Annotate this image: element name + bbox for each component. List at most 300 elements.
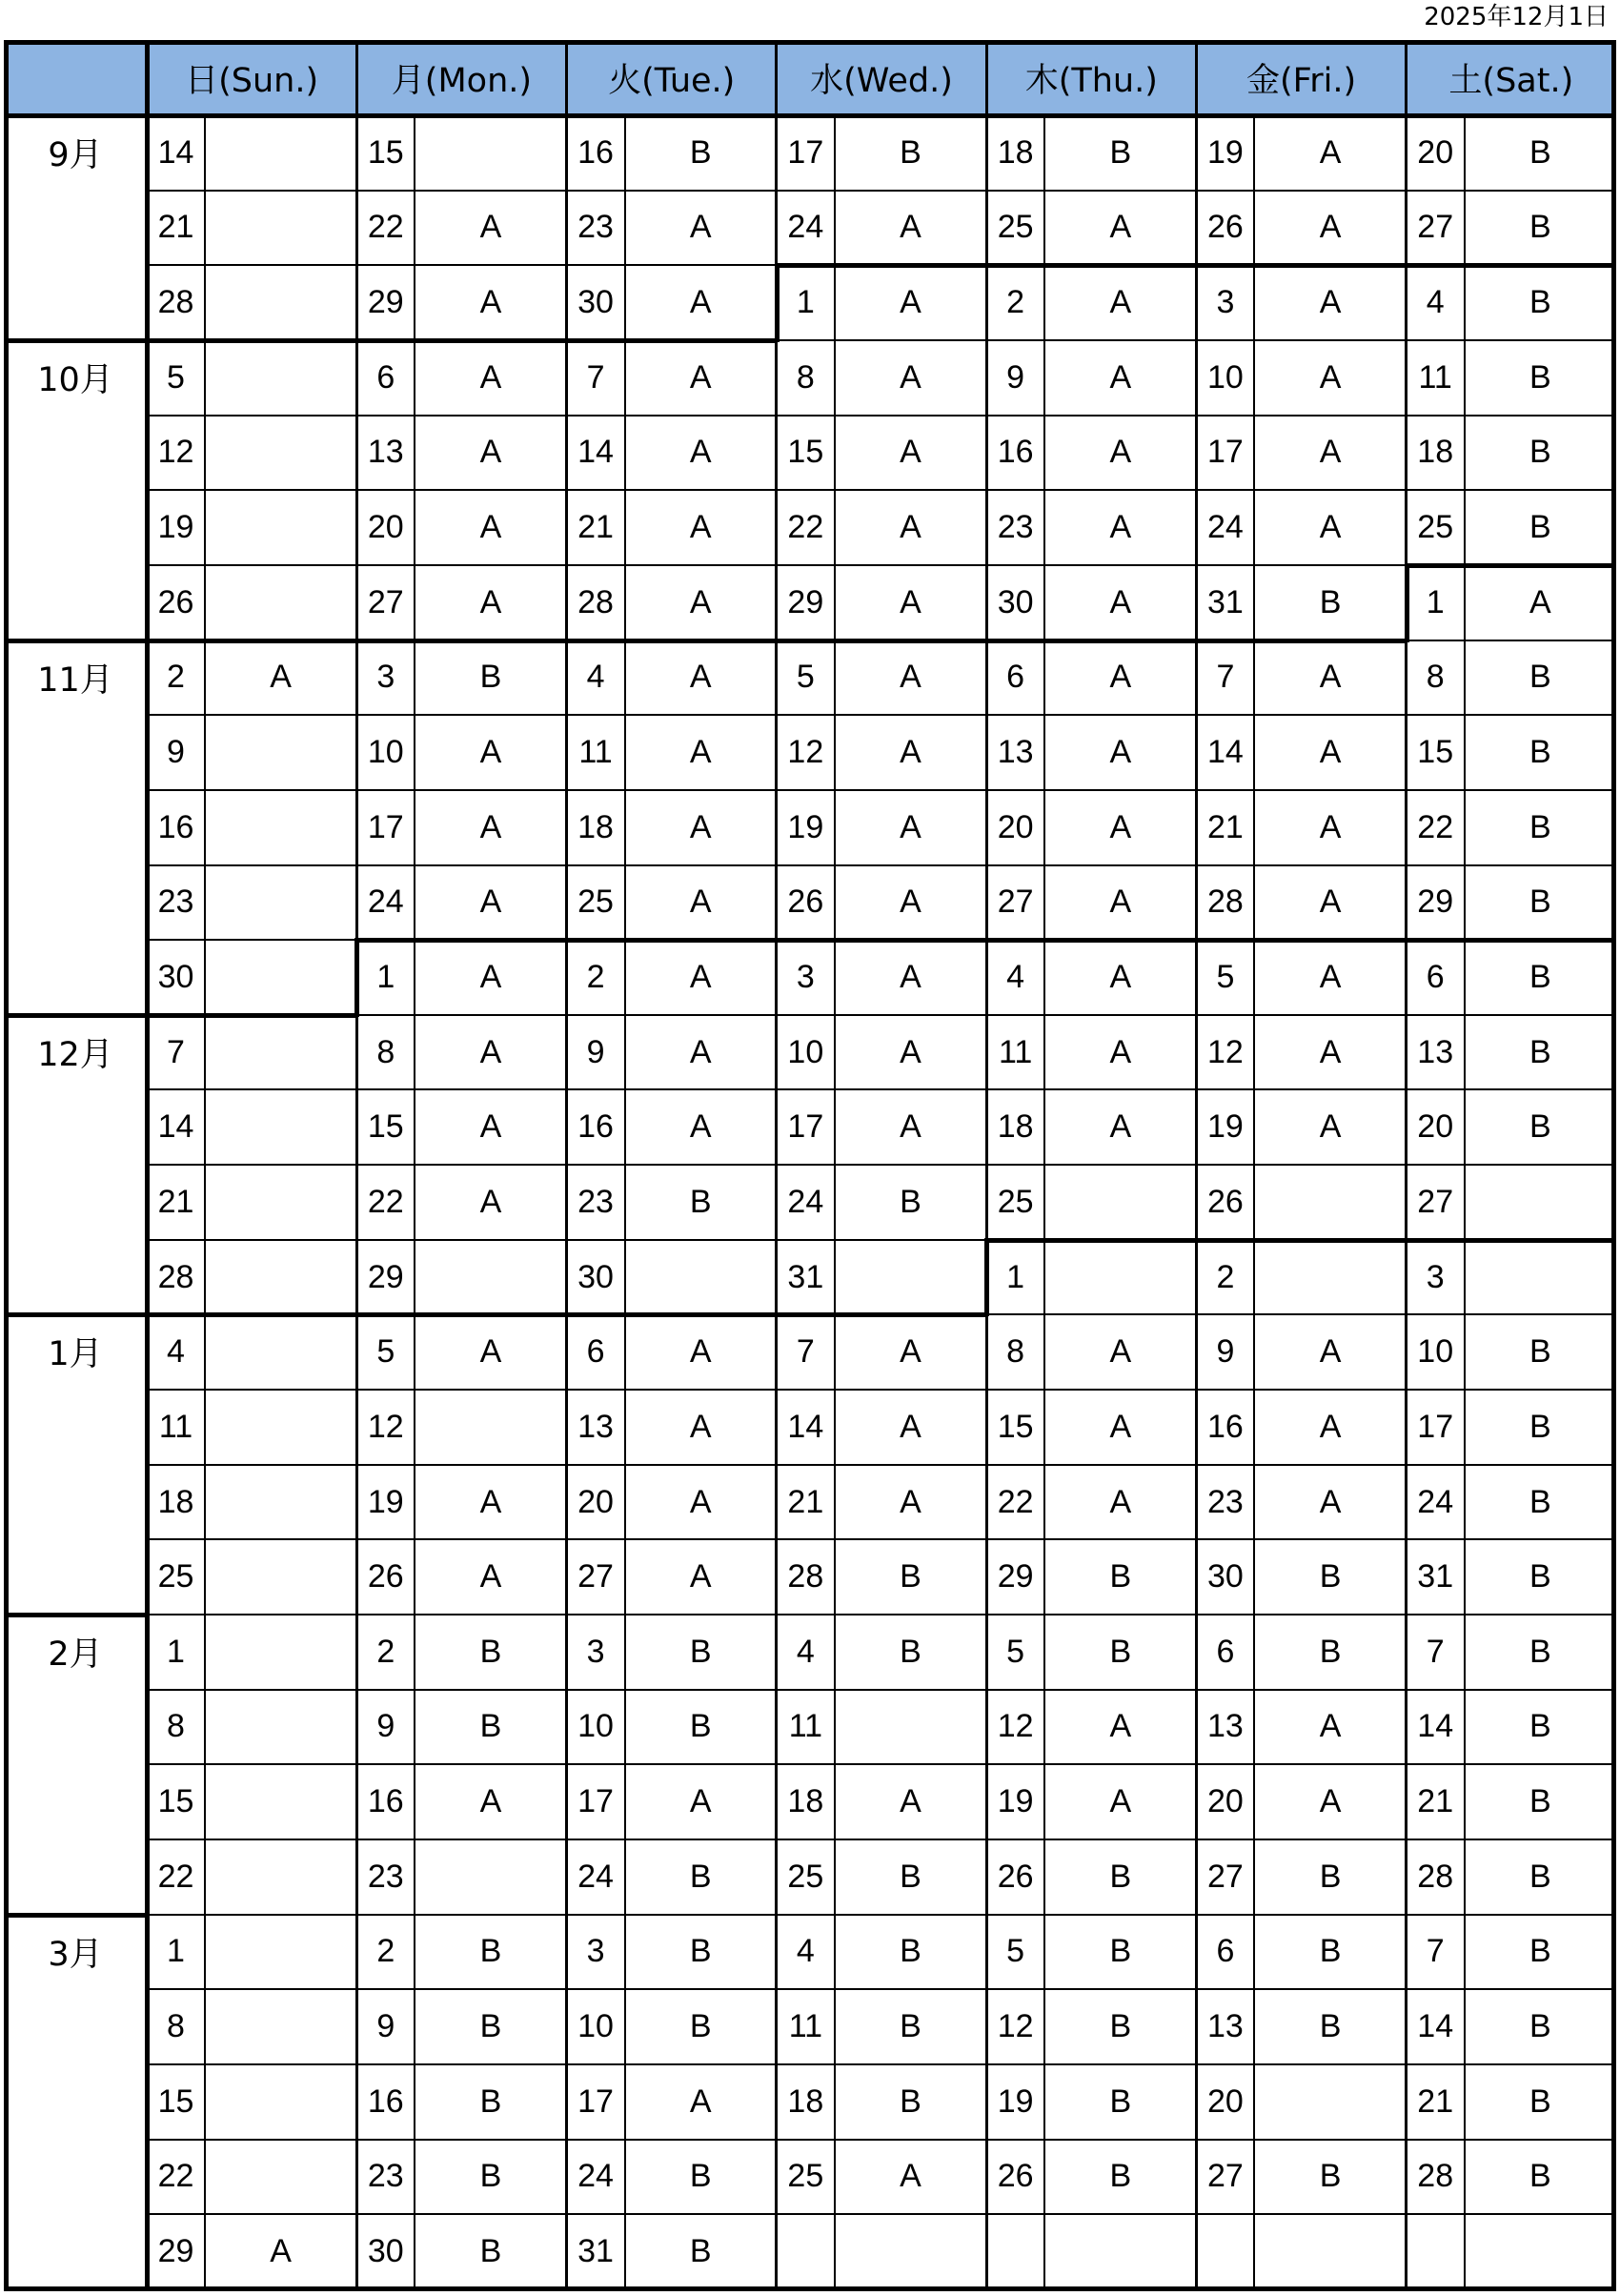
day-column-divider bbox=[1405, 40, 1407, 2289]
day-number: 26 bbox=[787, 884, 824, 921]
schedule-mark: A bbox=[689, 1783, 712, 1820]
schedule-mark bbox=[415, 1240, 566, 1315]
day-number: 20 bbox=[367, 509, 404, 546]
day-number: 4 bbox=[167, 1333, 185, 1371]
schedule-mark: A bbox=[689, 284, 712, 321]
schedule-mark: B bbox=[1319, 1858, 1342, 1895]
schedule-mark bbox=[205, 1615, 356, 1690]
month-boundary bbox=[147, 1312, 986, 1317]
day-number: 9 bbox=[376, 1708, 395, 1745]
day-number: 3 bbox=[586, 1933, 605, 1970]
schedule-mark bbox=[1254, 1240, 1406, 1315]
schedule-mark: A bbox=[1109, 1708, 1132, 1745]
day-number: 3 bbox=[1216, 284, 1235, 321]
day-number: 7 bbox=[1426, 1633, 1445, 1670]
day-number: 20 bbox=[1207, 1783, 1244, 1820]
day-number bbox=[1196, 2214, 1254, 2289]
schedule-mark: A bbox=[689, 209, 712, 246]
schedule-mark: B bbox=[689, 2008, 712, 2045]
schedule-mark: A bbox=[1319, 1708, 1342, 1745]
schedule-mark bbox=[1465, 2214, 1616, 2289]
day-number: 8 bbox=[167, 2008, 185, 2045]
day-number: 5 bbox=[1006, 1633, 1025, 1670]
day-number: 9 bbox=[1216, 1333, 1235, 1371]
schedule-mark: B bbox=[900, 2008, 921, 2045]
schedule-mark: A bbox=[689, 358, 712, 396]
schedule-mark: B bbox=[1319, 1558, 1342, 1595]
row-divider bbox=[147, 1164, 1616, 1166]
day-number: 7 bbox=[796, 1333, 815, 1371]
day-number: 6 bbox=[586, 1333, 605, 1371]
weekday-header: 土(Sat.) bbox=[1448, 61, 1574, 100]
day-number: 17 bbox=[577, 1783, 614, 1820]
schedule-mark: A bbox=[270, 659, 292, 696]
day-number: 27 bbox=[1207, 2158, 1244, 2195]
day-number: 28 bbox=[787, 1558, 824, 1595]
day-number: 10 bbox=[1207, 358, 1244, 396]
day-number: 15 bbox=[787, 434, 824, 471]
schedule-mark: B bbox=[1529, 2083, 1551, 2120]
schedule-mark: A bbox=[1109, 1108, 1132, 1146]
day-number: 5 bbox=[167, 358, 185, 396]
day-number: 18 bbox=[577, 808, 614, 845]
day-number: 4 bbox=[796, 1633, 815, 1670]
outer-border bbox=[4, 40, 9, 2289]
schedule-mark: B bbox=[689, 1708, 712, 1745]
schedule-mark: B bbox=[689, 1633, 712, 1670]
day-number: 29 bbox=[787, 583, 824, 620]
day-number: 30 bbox=[577, 1258, 614, 1295]
row-divider bbox=[147, 415, 1616, 417]
schedule-mark: A bbox=[1109, 434, 1132, 471]
schedule-mark: B bbox=[1529, 734, 1551, 770]
schedule-mark: A bbox=[689, 1408, 712, 1445]
day-number: 24 bbox=[577, 2158, 614, 2195]
day-number bbox=[986, 2214, 1044, 2289]
schedule-mark: A bbox=[479, 358, 502, 396]
schedule-mark: A bbox=[900, 1033, 921, 1070]
month-label: 9月 bbox=[48, 136, 103, 174]
schedule-mark: B bbox=[1319, 2008, 1342, 2045]
sub-column-divider bbox=[1253, 115, 1255, 2289]
month-label: 12月 bbox=[37, 1035, 113, 1074]
schedule-mark: A bbox=[1319, 1408, 1342, 1445]
day-number: 18 bbox=[997, 1108, 1034, 1146]
schedule-mark: B bbox=[1529, 1933, 1551, 1970]
month-boundary bbox=[147, 639, 1407, 643]
schedule-mark: A bbox=[1109, 958, 1132, 995]
day-number: 15 bbox=[1417, 734, 1454, 770]
day-number: 6 bbox=[1216, 1933, 1235, 1970]
day-number: 22 bbox=[997, 1483, 1034, 1520]
schedule-mark: A bbox=[900, 358, 921, 396]
outer-border bbox=[4, 2286, 1616, 2291]
day-number: 24 bbox=[787, 209, 824, 246]
day-number: 5 bbox=[1006, 1933, 1025, 1970]
day-number: 25 bbox=[157, 1558, 194, 1595]
day-number: 7 bbox=[167, 1033, 185, 1070]
day-number: 11 bbox=[158, 1408, 193, 1445]
day-number: 27 bbox=[1207, 1858, 1244, 1895]
month-boundary bbox=[147, 338, 777, 343]
day-number: 4 bbox=[586, 659, 605, 696]
row-divider bbox=[147, 789, 1616, 791]
day-number: 30 bbox=[157, 958, 194, 995]
month-column-border bbox=[145, 40, 150, 2289]
schedule-mark bbox=[205, 1015, 356, 1090]
month-divider bbox=[4, 1913, 147, 1918]
schedule-mark bbox=[205, 265, 356, 340]
day-number: 15 bbox=[367, 1108, 404, 1146]
schedule-mark: B bbox=[1529, 1783, 1551, 1820]
schedule-mark: A bbox=[479, 1333, 502, 1371]
schedule-mark bbox=[1254, 1165, 1406, 1240]
day-number: 18 bbox=[787, 1783, 824, 1820]
schedule-mark: A bbox=[479, 1033, 502, 1070]
day-number: 26 bbox=[1207, 1183, 1244, 1220]
schedule-mark: A bbox=[1319, 358, 1342, 396]
schedule-mark bbox=[1044, 2214, 1196, 2289]
schedule-mark: A bbox=[1319, 209, 1342, 246]
day-number: 4 bbox=[1426, 284, 1445, 321]
day-number: 15 bbox=[997, 1408, 1034, 1445]
schedule-mark: B bbox=[900, 1933, 921, 1970]
day-number: 14 bbox=[1417, 2008, 1454, 2045]
schedule-mark: B bbox=[1529, 509, 1551, 546]
month-boundary bbox=[1405, 563, 1409, 642]
schedule-mark: A bbox=[1319, 808, 1342, 845]
day-number: 1 bbox=[376, 958, 395, 995]
schedule-mark: A bbox=[689, 808, 712, 845]
schedule-mark bbox=[205, 715, 356, 790]
schedule-mark: B bbox=[1319, 583, 1342, 620]
schedule-mark: A bbox=[1109, 659, 1132, 696]
schedule-mark: B bbox=[1109, 1558, 1132, 1595]
day-number: 14 bbox=[577, 434, 614, 471]
schedule-mark: A bbox=[479, 509, 502, 546]
day-number: 23 bbox=[1207, 1483, 1244, 1520]
day-number: 11 bbox=[788, 2008, 822, 2045]
day-number: 20 bbox=[1417, 1108, 1454, 1146]
schedule-mark: A bbox=[1109, 209, 1132, 246]
schedule-mark: A bbox=[900, 1483, 921, 1520]
schedule-mark bbox=[205, 2064, 356, 2140]
day-number: 1 bbox=[1006, 1258, 1025, 1295]
day-number: 20 bbox=[1417, 133, 1454, 171]
schedule-mark: B bbox=[900, 1633, 921, 1670]
schedule-mark: B bbox=[1529, 2158, 1551, 2195]
month-boundary bbox=[1405, 563, 1616, 568]
schedule-mark: B bbox=[1109, 1633, 1132, 1670]
day-number: 26 bbox=[157, 583, 194, 620]
day-number: 20 bbox=[577, 1483, 614, 1520]
day-number: 17 bbox=[1417, 1408, 1454, 1445]
month-divider bbox=[4, 639, 147, 643]
schedule-mark bbox=[205, 865, 356, 941]
schedule-mark bbox=[1465, 1240, 1616, 1315]
day-number: 14 bbox=[1417, 1708, 1454, 1745]
day-number: 15 bbox=[157, 2083, 194, 2120]
day-column-divider bbox=[355, 40, 358, 2289]
schedule-mark: B bbox=[1529, 1708, 1551, 1745]
schedule-mark bbox=[205, 1165, 356, 1240]
schedule-mark: B bbox=[689, 1933, 712, 1970]
schedule-mark: A bbox=[479, 209, 502, 246]
weekday-header: 日(Sun.) bbox=[185, 61, 319, 100]
schedule-mark: A bbox=[479, 284, 502, 321]
schedule-mark: B bbox=[1109, 1933, 1132, 1970]
weekday-header: 月(Mon.) bbox=[391, 61, 533, 100]
day-number: 13 bbox=[577, 1408, 614, 1445]
weekday-header: 金(Fri.) bbox=[1245, 61, 1357, 100]
header-corner bbox=[4, 40, 147, 115]
day-number: 31 bbox=[787, 1258, 824, 1295]
day-number: 1 bbox=[167, 1933, 185, 1970]
schedule-mark: A bbox=[1319, 434, 1342, 471]
day-number: 8 bbox=[376, 1033, 395, 1070]
day-number: 8 bbox=[167, 1708, 185, 1745]
day-number: 16 bbox=[157, 808, 194, 845]
day-number: 30 bbox=[1207, 1558, 1244, 1595]
schedule-mark: B bbox=[1529, 2008, 1551, 2045]
schedule-mark: A bbox=[689, 958, 712, 995]
schedule-mark: B bbox=[1109, 133, 1132, 171]
schedule-mark: A bbox=[689, 1033, 712, 1070]
sub-column-divider bbox=[204, 115, 206, 2289]
day-number: 8 bbox=[1006, 1333, 1025, 1371]
day-number: 24 bbox=[367, 884, 404, 921]
day-number: 21 bbox=[1417, 2083, 1454, 2120]
day-number: 6 bbox=[376, 358, 395, 396]
row-divider bbox=[147, 564, 1616, 566]
day-number: 2 bbox=[586, 958, 605, 995]
month-boundary bbox=[984, 1238, 989, 1317]
month-boundary bbox=[354, 938, 1616, 943]
schedule-mark: A bbox=[1319, 659, 1342, 696]
day-number: 11 bbox=[998, 1033, 1033, 1070]
schedule-mark bbox=[205, 2140, 356, 2215]
day-number: 21 bbox=[787, 1483, 824, 1520]
day-number: 15 bbox=[367, 133, 404, 171]
day-number: 12 bbox=[787, 734, 824, 770]
day-number: 16 bbox=[577, 1108, 614, 1146]
schedule-mark: A bbox=[479, 884, 502, 921]
schedule-mark: B bbox=[1529, 659, 1551, 696]
day-number: 24 bbox=[577, 1858, 614, 1895]
schedule-mark bbox=[205, 191, 356, 266]
day-number: 5 bbox=[1216, 958, 1235, 995]
day-number: 15 bbox=[157, 1783, 194, 1820]
day-number: 19 bbox=[787, 808, 824, 845]
schedule-mark: A bbox=[900, 808, 921, 845]
month-label: 11月 bbox=[37, 660, 113, 700]
schedule-mark: A bbox=[900, 434, 921, 471]
schedule-mark: B bbox=[1319, 1633, 1342, 1670]
schedule-mark bbox=[205, 1240, 356, 1315]
day-number: 16 bbox=[367, 2083, 404, 2120]
day-number: 28 bbox=[1207, 884, 1244, 921]
schedule-mark: A bbox=[900, 659, 921, 696]
day-number: 20 bbox=[1207, 2083, 1244, 2120]
day-number: 1 bbox=[796, 284, 815, 321]
day-number: 26 bbox=[1207, 209, 1244, 246]
day-number: 9 bbox=[376, 2008, 395, 2045]
day-number: 2 bbox=[1006, 284, 1025, 321]
day-number: 2 bbox=[1216, 1258, 1235, 1295]
day-number: 26 bbox=[997, 2158, 1034, 2195]
day-number: 21 bbox=[157, 1183, 194, 1220]
schedule-mark bbox=[205, 1390, 356, 1465]
schedule-mark bbox=[205, 115, 356, 191]
day-number: 9 bbox=[1006, 358, 1025, 396]
schedule-mark: A bbox=[900, 1333, 921, 1371]
day-column-divider bbox=[985, 40, 988, 2289]
schedule-mark bbox=[835, 2214, 986, 2289]
day-number: 28 bbox=[577, 583, 614, 620]
schedule-mark: A bbox=[689, 509, 712, 546]
schedule-mark: A bbox=[1109, 284, 1132, 321]
day-number: 10 bbox=[577, 2008, 614, 2045]
sub-column-divider bbox=[624, 115, 626, 2289]
day-number: 8 bbox=[796, 358, 815, 396]
schedule-mark: B bbox=[1529, 1483, 1551, 1520]
schedule-mark: A bbox=[1319, 284, 1342, 321]
day-number: 28 bbox=[1417, 2158, 1454, 2195]
schedule-mark: B bbox=[900, 1858, 921, 1895]
schedule-mark: A bbox=[1319, 1483, 1342, 1520]
day-number: 23 bbox=[157, 884, 194, 921]
day-number: 23 bbox=[577, 1183, 614, 1220]
schedule-mark bbox=[205, 790, 356, 865]
day-number: 17 bbox=[577, 2083, 614, 2120]
schedule-mark bbox=[205, 1839, 356, 1915]
schedule-mark: A bbox=[1109, 509, 1132, 546]
day-column-divider bbox=[1195, 40, 1198, 2289]
schedule-mark: B bbox=[689, 1858, 712, 1895]
day-number: 16 bbox=[997, 434, 1034, 471]
day-number: 19 bbox=[1207, 1108, 1244, 1146]
month-divider bbox=[4, 1613, 147, 1617]
schedule-mark: A bbox=[1109, 884, 1132, 921]
day-number: 9 bbox=[586, 1033, 605, 1070]
row-divider bbox=[147, 1839, 1616, 1840]
day-number: 11 bbox=[578, 734, 613, 770]
schedule-mark: B bbox=[1529, 808, 1551, 845]
schedule-mark: A bbox=[479, 1483, 502, 1520]
day-number: 24 bbox=[1207, 509, 1244, 546]
day-number: 21 bbox=[157, 209, 194, 246]
schedule-mark: A bbox=[479, 808, 502, 845]
day-number: 13 bbox=[997, 734, 1034, 770]
schedule-mark bbox=[205, 940, 356, 1015]
row-divider bbox=[147, 714, 1616, 716]
day-number: 14 bbox=[1207, 734, 1244, 770]
day-number: 5 bbox=[796, 659, 815, 696]
schedule-mark: A bbox=[1109, 1483, 1132, 1520]
schedule-mark: A bbox=[689, 1333, 712, 1371]
day-number: 25 bbox=[997, 1183, 1034, 1220]
schedule-mark bbox=[205, 1465, 356, 1540]
day-number: 21 bbox=[577, 509, 614, 546]
weekday-header: 水(Wed.) bbox=[810, 61, 953, 100]
schedule-mark: A bbox=[900, 1108, 921, 1146]
schedule-mark bbox=[415, 115, 566, 191]
day-number: 26 bbox=[367, 1558, 404, 1595]
month-label: 1月 bbox=[48, 1335, 103, 1374]
day-number: 22 bbox=[157, 1858, 194, 1895]
header-border bbox=[4, 113, 1616, 118]
schedule-mark: A bbox=[1319, 884, 1342, 921]
day-number: 16 bbox=[1207, 1408, 1244, 1445]
day-number: 1 bbox=[167, 1633, 185, 1670]
schedule-mark: B bbox=[479, 2008, 502, 2045]
day-number: 3 bbox=[586, 1633, 605, 1670]
schedule-mark: A bbox=[900, 284, 921, 321]
row-divider bbox=[147, 2139, 1616, 2141]
day-number bbox=[777, 2214, 835, 2289]
schedule-mark: A bbox=[900, 209, 921, 246]
sub-column-divider bbox=[414, 115, 415, 2289]
day-number: 10 bbox=[1417, 1333, 1454, 1371]
day-number: 25 bbox=[1417, 509, 1454, 546]
schedule-mark bbox=[205, 1539, 356, 1615]
schedule-mark: B bbox=[1529, 434, 1551, 471]
row-divider bbox=[147, 1689, 1616, 1691]
day-number: 31 bbox=[1207, 583, 1244, 620]
schedule-mark: B bbox=[900, 133, 921, 171]
day-number: 29 bbox=[157, 2233, 194, 2269]
schedule-mark: B bbox=[1529, 1633, 1551, 1670]
day-number: 13 bbox=[367, 434, 404, 471]
day-number: 21 bbox=[1417, 1783, 1454, 1820]
day-number: 31 bbox=[1417, 1558, 1454, 1595]
day-number bbox=[1407, 2214, 1465, 2289]
day-number: 28 bbox=[157, 1258, 194, 1295]
schedule-mark: B bbox=[479, 659, 502, 696]
day-number: 18 bbox=[997, 133, 1034, 171]
day-number: 27 bbox=[1417, 1183, 1454, 1220]
day-number: 21 bbox=[1207, 808, 1244, 845]
row-divider bbox=[147, 1914, 1616, 1916]
day-number: 2 bbox=[376, 1933, 395, 1970]
schedule-mark: B bbox=[1109, 1858, 1132, 1895]
schedule-mark: B bbox=[689, 2233, 712, 2269]
day-number: 31 bbox=[577, 2233, 614, 2269]
day-number: 26 bbox=[997, 1858, 1034, 1895]
day-number: 19 bbox=[1207, 133, 1244, 171]
row-divider bbox=[147, 1389, 1616, 1391]
schedule-mark: B bbox=[1529, 884, 1551, 921]
day-number: 13 bbox=[1207, 1708, 1244, 1745]
schedule-mark bbox=[835, 1690, 986, 1765]
day-number: 7 bbox=[1426, 1933, 1445, 1970]
schedule-mark: A bbox=[1109, 1408, 1132, 1445]
day-number: 12 bbox=[997, 2008, 1034, 2045]
row-divider bbox=[147, 1538, 1616, 1540]
month-label: 3月 bbox=[48, 1935, 103, 1974]
schedule-mark: B bbox=[689, 133, 712, 171]
day-number: 12 bbox=[997, 1708, 1034, 1745]
schedule-mark bbox=[205, 416, 356, 491]
row-divider bbox=[147, 1988, 1616, 1990]
schedule-mark: A bbox=[270, 2233, 292, 2269]
day-number: 4 bbox=[796, 1933, 815, 1970]
schedule-mark bbox=[1044, 1165, 1196, 1240]
outer-border bbox=[4, 40, 1616, 45]
day-number: 13 bbox=[1207, 2008, 1244, 2045]
day-number: 18 bbox=[787, 2083, 824, 2120]
schedule-mark: A bbox=[900, 1783, 921, 1820]
